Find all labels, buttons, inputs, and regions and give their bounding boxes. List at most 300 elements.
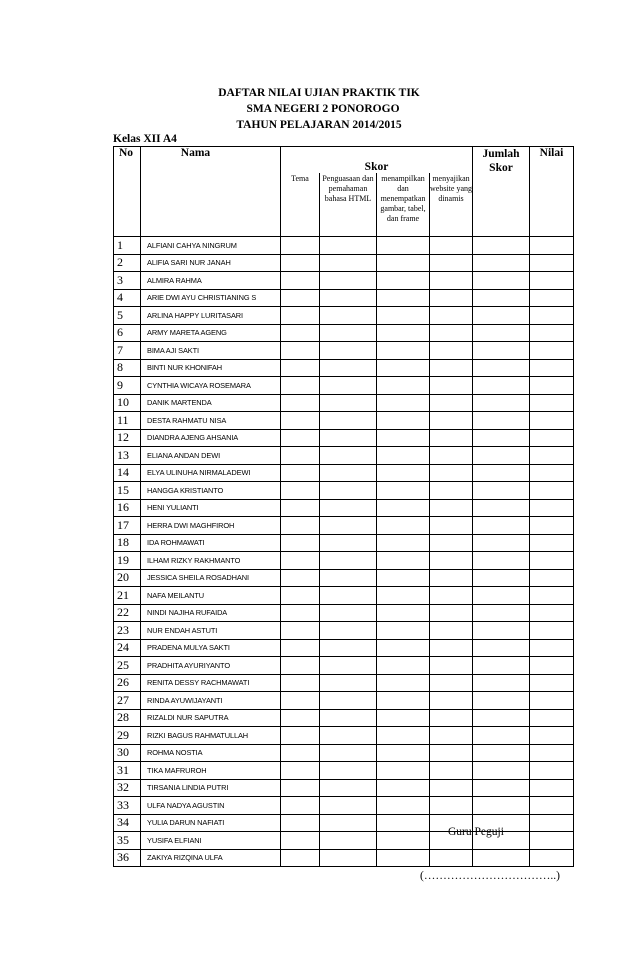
score-cell bbox=[473, 762, 530, 780]
col-header-no: No bbox=[114, 147, 141, 237]
score-cell bbox=[430, 464, 473, 482]
score-cell bbox=[320, 254, 377, 272]
score-cell bbox=[430, 499, 473, 517]
score-cell bbox=[281, 482, 320, 500]
student-number: 11 bbox=[114, 412, 141, 430]
score-cell bbox=[377, 324, 430, 342]
signature-line: (……………………………..) bbox=[420, 870, 560, 882]
col-header-skor: Skor bbox=[281, 147, 473, 174]
student-number: 29 bbox=[114, 727, 141, 745]
criteria-html: Penguasaan dan pemahaman bahasa HTML bbox=[320, 173, 377, 237]
score-cell bbox=[530, 552, 574, 570]
score-cell bbox=[320, 237, 377, 255]
score-cell bbox=[281, 744, 320, 762]
student-number: 32 bbox=[114, 779, 141, 797]
score-cell bbox=[377, 499, 430, 517]
score-cell bbox=[530, 849, 574, 867]
score-cell bbox=[377, 657, 430, 675]
student-number: 22 bbox=[114, 604, 141, 622]
score-cell bbox=[320, 499, 377, 517]
score-cell bbox=[430, 272, 473, 290]
score-cell bbox=[281, 762, 320, 780]
table-row bbox=[114, 289, 574, 307]
score-cell bbox=[530, 237, 574, 255]
score-cell bbox=[430, 657, 473, 675]
score-cell bbox=[320, 464, 377, 482]
table-row bbox=[114, 324, 574, 342]
score-cell bbox=[377, 569, 430, 587]
student-name: CYNTHIA WICAYA ROSEMARA bbox=[141, 377, 281, 395]
score-cell bbox=[473, 639, 530, 657]
score-cell bbox=[473, 709, 530, 727]
score-cell bbox=[430, 639, 473, 657]
class-label: Kelas XII A4 bbox=[113, 133, 177, 145]
student-number: 23 bbox=[114, 622, 141, 640]
score-cell bbox=[530, 342, 574, 360]
score-cell bbox=[430, 324, 473, 342]
score-cell bbox=[377, 709, 430, 727]
score-cell bbox=[281, 464, 320, 482]
table-row bbox=[114, 744, 574, 762]
score-cell bbox=[377, 849, 430, 867]
score-cell bbox=[530, 797, 574, 815]
score-cell bbox=[281, 849, 320, 867]
criteria-tema: Tema bbox=[281, 173, 320, 237]
score-cell bbox=[377, 359, 430, 377]
table-row bbox=[114, 272, 574, 290]
score-cell bbox=[530, 587, 574, 605]
student-number: 26 bbox=[114, 674, 141, 692]
score-cell bbox=[473, 307, 530, 325]
score-cell bbox=[320, 272, 377, 290]
score-cell bbox=[530, 657, 574, 675]
score-cell bbox=[281, 727, 320, 745]
student-name: ILHAM RIZKY RAKHMANTO bbox=[141, 552, 281, 570]
student-name: ARIE DWI AYU CHRISTIANING S bbox=[141, 289, 281, 307]
score-cell bbox=[430, 482, 473, 500]
score-cell bbox=[473, 779, 530, 797]
score-cell bbox=[473, 797, 530, 815]
table-row bbox=[114, 429, 574, 447]
score-cell bbox=[430, 727, 473, 745]
score-cell bbox=[320, 412, 377, 430]
score-cell bbox=[473, 744, 530, 762]
score-cell bbox=[377, 254, 430, 272]
student-name: YULIA DARUN NAFIATI bbox=[141, 814, 281, 832]
score-cell bbox=[530, 377, 574, 395]
student-name: HANGGA KRISTIANTO bbox=[141, 482, 281, 500]
score-cell bbox=[430, 762, 473, 780]
table-row bbox=[114, 569, 574, 587]
student-name: ALMIRA RAHMA bbox=[141, 272, 281, 290]
score-cell bbox=[473, 482, 530, 500]
score-cell bbox=[281, 587, 320, 605]
score-cell bbox=[430, 447, 473, 465]
score-cell bbox=[473, 587, 530, 605]
table-row bbox=[114, 482, 574, 500]
score-cell bbox=[377, 307, 430, 325]
score-cell bbox=[320, 587, 377, 605]
score-cell bbox=[281, 307, 320, 325]
score-cell bbox=[320, 324, 377, 342]
score-cell bbox=[281, 324, 320, 342]
student-name: ARMY MARETA AGENG bbox=[141, 324, 281, 342]
score-cell bbox=[430, 797, 473, 815]
student-name: DESTA RAHMATU NISA bbox=[141, 412, 281, 430]
score-cell bbox=[320, 307, 377, 325]
score-cell bbox=[473, 429, 530, 447]
score-cell bbox=[430, 377, 473, 395]
student-name: ZAKIYA RIZQINA ULFA bbox=[141, 849, 281, 867]
score-cell bbox=[377, 534, 430, 552]
score-cell bbox=[281, 622, 320, 640]
score-cell bbox=[530, 307, 574, 325]
score-cell bbox=[530, 272, 574, 290]
score-cell bbox=[530, 727, 574, 745]
score-cell bbox=[320, 552, 377, 570]
score-cell bbox=[281, 237, 320, 255]
score-cell bbox=[530, 604, 574, 622]
student-number: 6 bbox=[114, 324, 141, 342]
student-number: 36 bbox=[114, 849, 141, 867]
table-row bbox=[114, 674, 574, 692]
student-name: RINDA AYUWIJAYANTI bbox=[141, 692, 281, 710]
score-cell bbox=[473, 552, 530, 570]
score-cell bbox=[320, 814, 377, 832]
student-name: RENITA DESSY RACHMAWATI bbox=[141, 674, 281, 692]
score-cell bbox=[377, 744, 430, 762]
score-cell bbox=[281, 499, 320, 517]
score-cell bbox=[430, 587, 473, 605]
student-number: 20 bbox=[114, 569, 141, 587]
score-cell bbox=[430, 709, 473, 727]
student-name: NINDI NAJIHA RUFAIDA bbox=[141, 604, 281, 622]
score-cell bbox=[530, 832, 574, 850]
score-cell bbox=[320, 727, 377, 745]
table-row bbox=[114, 237, 574, 255]
score-cell bbox=[320, 447, 377, 465]
score-cell bbox=[530, 254, 574, 272]
score-cell bbox=[377, 517, 430, 535]
student-name: TIKA MAFRUROH bbox=[141, 762, 281, 780]
score-cell bbox=[281, 254, 320, 272]
score-cell bbox=[377, 447, 430, 465]
student-number: 2 bbox=[114, 254, 141, 272]
score-cell bbox=[377, 622, 430, 640]
score-cell bbox=[473, 394, 530, 412]
skor-label: Skor bbox=[489, 162, 513, 174]
student-name: PRADENA MULYA SAKTI bbox=[141, 639, 281, 657]
table-row bbox=[114, 517, 574, 535]
score-cell bbox=[377, 342, 430, 360]
table-row bbox=[114, 464, 574, 482]
score-cell bbox=[430, 289, 473, 307]
score-cell bbox=[281, 814, 320, 832]
score-cell bbox=[473, 447, 530, 465]
student-name: ALFIANI CAHYA NINGRUM bbox=[141, 237, 281, 255]
student-number: 4 bbox=[114, 289, 141, 307]
score-cell bbox=[281, 429, 320, 447]
table-row bbox=[114, 762, 574, 780]
student-number: 28 bbox=[114, 709, 141, 727]
table-row bbox=[114, 447, 574, 465]
student-name: HERRA DWI MAGHFIROH bbox=[141, 517, 281, 535]
student-number: 12 bbox=[114, 429, 141, 447]
student-name: BIMA AJI SAKTI bbox=[141, 342, 281, 360]
score-cell bbox=[377, 289, 430, 307]
table-row bbox=[114, 832, 574, 850]
score-cell bbox=[430, 342, 473, 360]
score-cell bbox=[530, 534, 574, 552]
table-row bbox=[114, 692, 574, 710]
student-number: 14 bbox=[114, 464, 141, 482]
col-header-jumlah-skor bbox=[473, 147, 530, 237]
student-number: 18 bbox=[114, 534, 141, 552]
table-row bbox=[114, 499, 574, 517]
score-cell bbox=[320, 709, 377, 727]
score-cell bbox=[281, 674, 320, 692]
score-cell bbox=[320, 674, 377, 692]
student-name: IDA ROHMAWATI bbox=[141, 534, 281, 552]
score-cell bbox=[473, 727, 530, 745]
student-name: TIRSANIA LINDIA PUTRI bbox=[141, 779, 281, 797]
score-cell bbox=[530, 464, 574, 482]
score-cell bbox=[473, 237, 530, 255]
table-row bbox=[114, 657, 574, 675]
student-number: 35 bbox=[114, 832, 141, 850]
score-cell bbox=[320, 569, 377, 587]
score-cell bbox=[320, 429, 377, 447]
score-cell bbox=[530, 744, 574, 762]
score-cell bbox=[430, 674, 473, 692]
score-cell bbox=[473, 499, 530, 517]
score-cell bbox=[430, 552, 473, 570]
student-name: DANIK MARTENDA bbox=[141, 394, 281, 412]
score-cell bbox=[530, 482, 574, 500]
score-cell bbox=[530, 359, 574, 377]
student-number: 15 bbox=[114, 482, 141, 500]
score-cell bbox=[281, 412, 320, 430]
score-cell bbox=[430, 307, 473, 325]
score-cell bbox=[377, 482, 430, 500]
score-cell bbox=[320, 359, 377, 377]
school-name: SMA NEGERI 2 PONOROGO bbox=[246, 103, 400, 115]
score-cell bbox=[473, 464, 530, 482]
score-cell bbox=[320, 744, 377, 762]
score-cell bbox=[320, 622, 377, 640]
score-cell bbox=[473, 622, 530, 640]
student-name: ULFA NADYA AGUSTIN bbox=[141, 797, 281, 815]
student-name: NUR ENDAH ASTUTI bbox=[141, 622, 281, 640]
score-cell bbox=[473, 342, 530, 360]
score-cell bbox=[473, 254, 530, 272]
table-row bbox=[114, 377, 574, 395]
student-name: ROHMA NOSTIA bbox=[141, 744, 281, 762]
score-cell bbox=[320, 604, 377, 622]
score-cell bbox=[377, 464, 430, 482]
score-cell bbox=[430, 779, 473, 797]
student-number: 19 bbox=[114, 552, 141, 570]
student-number: 27 bbox=[114, 692, 141, 710]
score-cell bbox=[377, 377, 430, 395]
score-cell bbox=[320, 797, 377, 815]
criteria-dinamis: menyajikan website yang dinamis bbox=[430, 173, 473, 237]
score-cell bbox=[377, 779, 430, 797]
score-cell bbox=[281, 692, 320, 710]
score-cell bbox=[320, 832, 377, 850]
student-number: 16 bbox=[114, 499, 141, 517]
score-cell bbox=[281, 272, 320, 290]
score-cell bbox=[377, 674, 430, 692]
student-number: 24 bbox=[114, 639, 141, 657]
score-cell bbox=[320, 482, 377, 500]
score-cell bbox=[377, 797, 430, 815]
score-cell bbox=[530, 429, 574, 447]
score-cell bbox=[281, 447, 320, 465]
table-row bbox=[114, 779, 574, 797]
student-number: 31 bbox=[114, 762, 141, 780]
score-cell bbox=[530, 517, 574, 535]
student-number: 25 bbox=[114, 657, 141, 675]
table-row bbox=[114, 254, 574, 272]
table-row bbox=[114, 849, 574, 867]
score-cell bbox=[430, 254, 473, 272]
score-cell bbox=[377, 587, 430, 605]
score-cell bbox=[530, 762, 574, 780]
student-number: 10 bbox=[114, 394, 141, 412]
score-cell bbox=[473, 534, 530, 552]
student-number: 5 bbox=[114, 307, 141, 325]
score-cell bbox=[320, 779, 377, 797]
student-name: ELYA ULINUHA NIRMALADEWI bbox=[141, 464, 281, 482]
score-cell bbox=[281, 342, 320, 360]
table-row bbox=[114, 412, 574, 430]
score-cell bbox=[430, 429, 473, 447]
score-cell bbox=[530, 499, 574, 517]
score-cell bbox=[473, 692, 530, 710]
score-cell bbox=[377, 692, 430, 710]
score-cell bbox=[377, 412, 430, 430]
grade-table bbox=[113, 146, 574, 867]
score-cell bbox=[281, 709, 320, 727]
score-cell bbox=[473, 359, 530, 377]
score-cell bbox=[281, 604, 320, 622]
score-cell bbox=[320, 289, 377, 307]
document-title: DAFTAR NILAI UJIAN PRAKTIK TIK bbox=[218, 87, 420, 99]
score-cell bbox=[281, 657, 320, 675]
score-cell bbox=[473, 377, 530, 395]
score-cell bbox=[320, 657, 377, 675]
table-row bbox=[114, 797, 574, 815]
score-cell bbox=[430, 359, 473, 377]
student-name: ALIFIA SARI NUR JANAH bbox=[141, 254, 281, 272]
score-cell bbox=[473, 569, 530, 587]
score-cell bbox=[530, 324, 574, 342]
table-row bbox=[114, 359, 574, 377]
score-cell bbox=[473, 324, 530, 342]
student-name: DIANDRA AJENG AHSANIA bbox=[141, 429, 281, 447]
score-cell bbox=[320, 762, 377, 780]
score-cell bbox=[530, 412, 574, 430]
score-cell bbox=[281, 569, 320, 587]
score-cell bbox=[430, 412, 473, 430]
score-cell bbox=[430, 237, 473, 255]
score-cell bbox=[320, 377, 377, 395]
score-cell bbox=[320, 639, 377, 657]
table-row bbox=[114, 604, 574, 622]
student-number: 33 bbox=[114, 797, 141, 815]
score-cell bbox=[530, 639, 574, 657]
score-cell bbox=[377, 639, 430, 657]
score-cell bbox=[430, 849, 473, 867]
student-number: 7 bbox=[114, 342, 141, 360]
score-cell bbox=[430, 622, 473, 640]
score-cell bbox=[320, 517, 377, 535]
table-row bbox=[114, 534, 574, 552]
score-cell bbox=[430, 394, 473, 412]
student-name: YUSIFA ELFIANI bbox=[141, 832, 281, 850]
score-cell bbox=[473, 674, 530, 692]
student-name: NAFA MEILANTU bbox=[141, 587, 281, 605]
score-cell bbox=[377, 237, 430, 255]
score-cell bbox=[430, 534, 473, 552]
score-cell bbox=[473, 604, 530, 622]
table-row bbox=[114, 394, 574, 412]
student-number: 3 bbox=[114, 272, 141, 290]
score-cell bbox=[530, 447, 574, 465]
score-cell bbox=[530, 622, 574, 640]
score-cell bbox=[530, 289, 574, 307]
score-cell bbox=[320, 692, 377, 710]
score-cell bbox=[377, 429, 430, 447]
score-cell bbox=[281, 797, 320, 815]
score-cell bbox=[320, 849, 377, 867]
score-cell bbox=[377, 814, 430, 832]
score-cell bbox=[430, 569, 473, 587]
score-cell bbox=[473, 272, 530, 290]
table-row bbox=[114, 639, 574, 657]
score-cell bbox=[530, 692, 574, 710]
student-name: HENI YULIANTI bbox=[141, 499, 281, 517]
score-cell bbox=[377, 272, 430, 290]
score-cell bbox=[281, 552, 320, 570]
score-cell bbox=[530, 569, 574, 587]
score-cell bbox=[377, 394, 430, 412]
score-cell bbox=[281, 639, 320, 657]
score-cell bbox=[377, 762, 430, 780]
score-cell bbox=[473, 517, 530, 535]
student-number: 34 bbox=[114, 814, 141, 832]
score-cell bbox=[473, 849, 530, 867]
table-row bbox=[114, 307, 574, 325]
student-name: ARLINA HAPPY LURITASARI bbox=[141, 307, 281, 325]
academic-year: TAHUN PELAJARAN 2014/2015 bbox=[236, 119, 402, 131]
criteria-layout: menampilkan dan menempatkan gambar, tabel, dan frame bbox=[377, 173, 430, 237]
student-name: PRADHITA AYURIYANTO bbox=[141, 657, 281, 675]
student-name: ELIANA ANDAN DEWI bbox=[141, 447, 281, 465]
student-name: JESSICA SHEILA ROSADHANI bbox=[141, 569, 281, 587]
student-number: 13 bbox=[114, 447, 141, 465]
score-cell bbox=[281, 534, 320, 552]
score-cell bbox=[281, 359, 320, 377]
score-cell bbox=[530, 814, 574, 832]
table-row bbox=[114, 709, 574, 727]
score-cell bbox=[530, 674, 574, 692]
score-cell bbox=[281, 289, 320, 307]
table-row bbox=[114, 727, 574, 745]
score-cell bbox=[320, 342, 377, 360]
table-row bbox=[114, 622, 574, 640]
